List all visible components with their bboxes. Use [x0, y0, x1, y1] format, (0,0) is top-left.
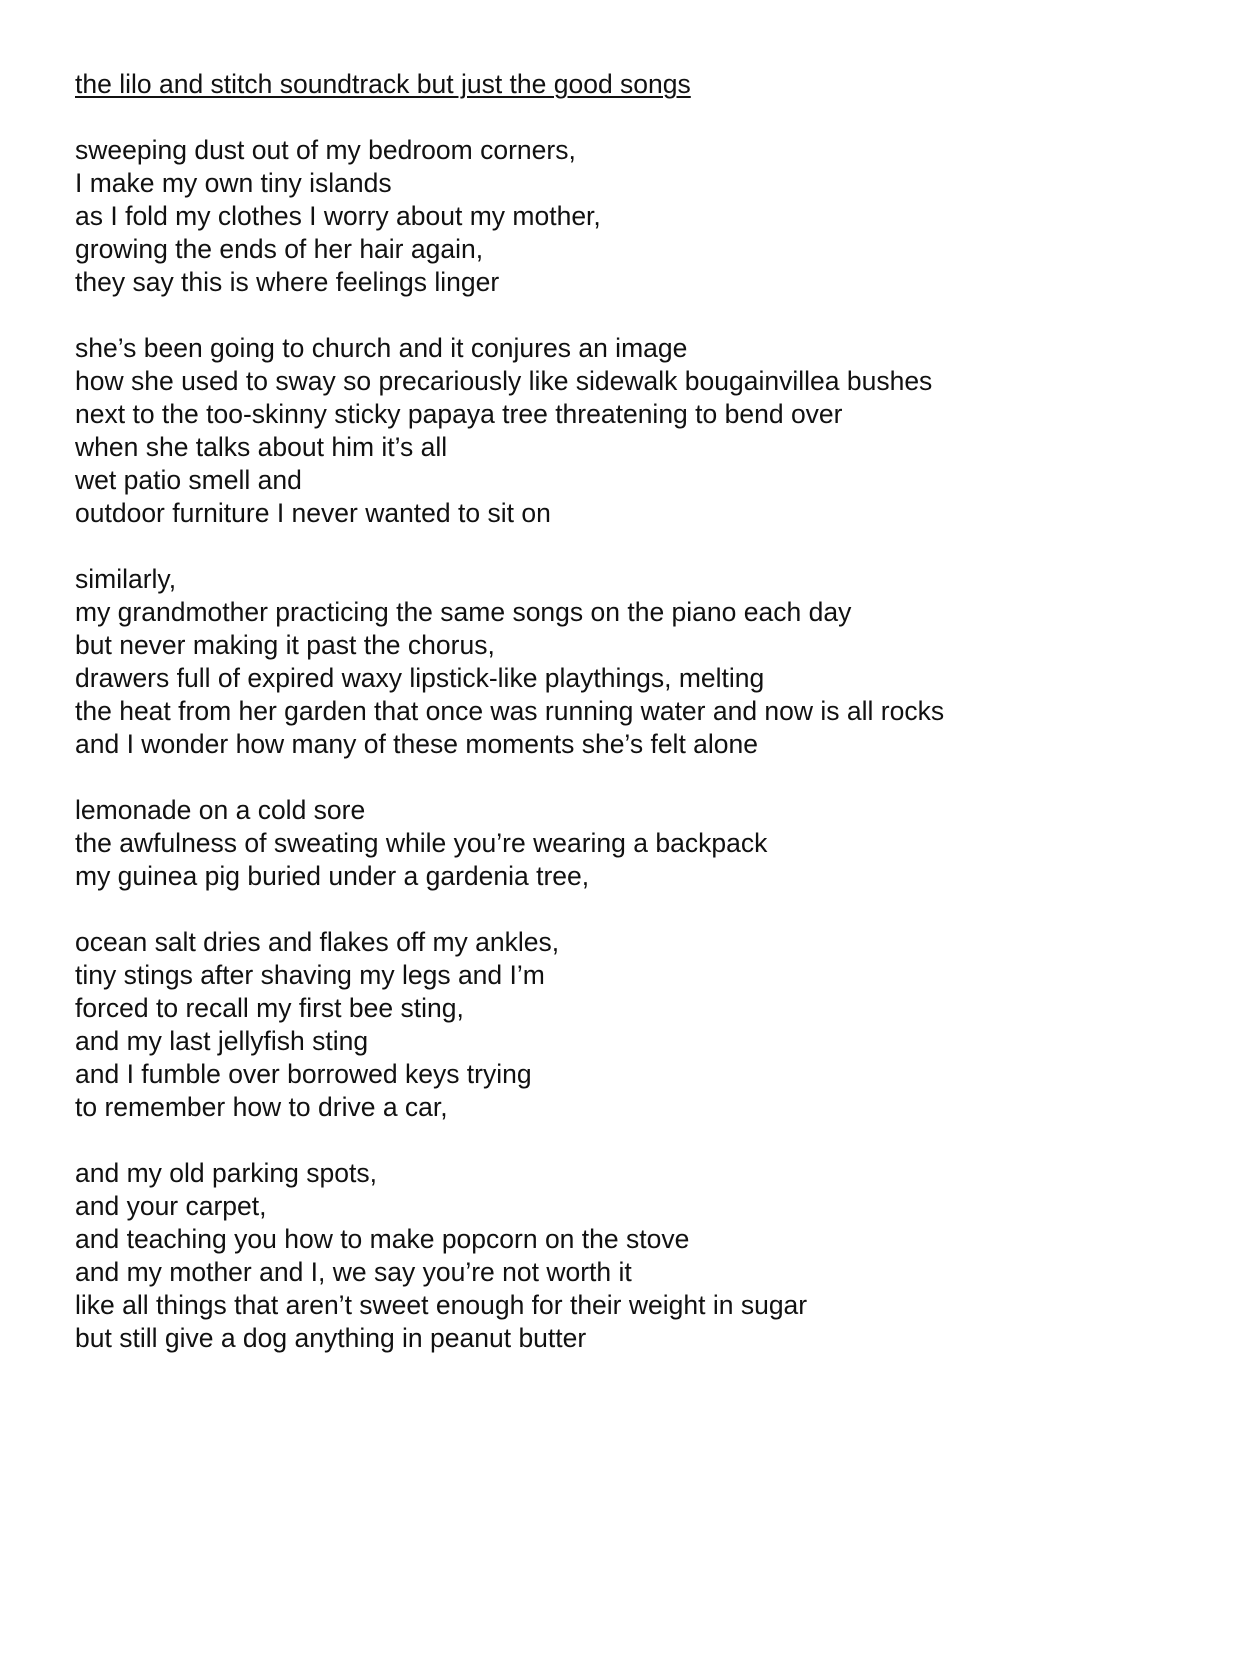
poem-line: like all things that aren’t sweet enough for their weight in sugar — [75, 1290, 808, 1320]
poem-line: I make my own tiny islands — [75, 168, 392, 198]
stanza — [75, 794, 1175, 893]
poem-line: but never making it past the chorus, — [75, 630, 495, 660]
poem-line: lemonade on a cold sore — [75, 795, 366, 825]
stanza — [75, 134, 1175, 299]
poem-line: and my mother and I, we say you’re not worth it — [75, 1257, 632, 1287]
poem-line: ocean salt dries and flakes off my ankles, — [75, 927, 560, 957]
poem-line: when she talks about him it’s all — [75, 432, 448, 462]
poem-line: and my last jellyfish sting — [75, 1026, 369, 1056]
poem-line: the heat from her garden that once was running water and now is all rocks — [75, 696, 945, 726]
poem-line: and teaching you how to make popcorn on the stove — [75, 1224, 690, 1254]
poem-line: and I wonder how many of these moments she’s felt alone — [75, 729, 759, 759]
stanza — [75, 926, 1175, 1124]
poem-line: they say this is where feelings linger — [75, 267, 500, 297]
poem-line: drawers full of expired waxy lipstick-like playthings, melting — [75, 663, 765, 693]
poem-line: and I fumble over borrowed keys trying — [75, 1059, 532, 1089]
poem-line: forced to recall my first bee sting, — [75, 993, 464, 1023]
poem-line: and your carpet, — [75, 1191, 267, 1221]
poem-title: the lilo and stitch soundtrack but just the good songs — [75, 69, 691, 99]
poem-line: sweeping dust out of my bedroom corners, — [75, 135, 576, 165]
stanza — [75, 1157, 1175, 1355]
poem-line: to remember how to drive a car, — [75, 1092, 448, 1122]
poem-line: my guinea pig buried under a gardenia tree, — [75, 861, 590, 891]
poem-body — [75, 68, 1175, 1388]
poem-line: the awfulness of sweating while you’re wearing a backpack — [75, 828, 768, 858]
stanza — [75, 563, 1175, 761]
poem-line: she’s been going to church and it conjures an image — [75, 333, 688, 363]
poem-line: how she used to sway so precariously like sidewalk bougainvillea bushes — [75, 366, 933, 396]
poem-line: but still give a dog anything in peanut butter — [75, 1323, 587, 1353]
poem-line: similarly, — [75, 564, 177, 594]
poem-line: my grandmother practicing the same songs on the piano each day — [75, 597, 852, 627]
poem-line: growing the ends of her hair again, — [75, 234, 484, 264]
poem-line: next to the too-skinny sticky papaya tree threatening to bend over — [75, 399, 843, 429]
poem-line: as I fold my clothes I worry about my mother, — [75, 201, 601, 231]
poem-line: and my old parking spots, — [75, 1158, 377, 1188]
poem-line: tiny stings after shaving my legs and I’m — [75, 960, 545, 990]
poem-line: outdoor furniture I never wanted to sit on — [75, 498, 551, 528]
stanza — [75, 332, 1175, 530]
poem-line: wet patio smell and — [75, 465, 302, 495]
